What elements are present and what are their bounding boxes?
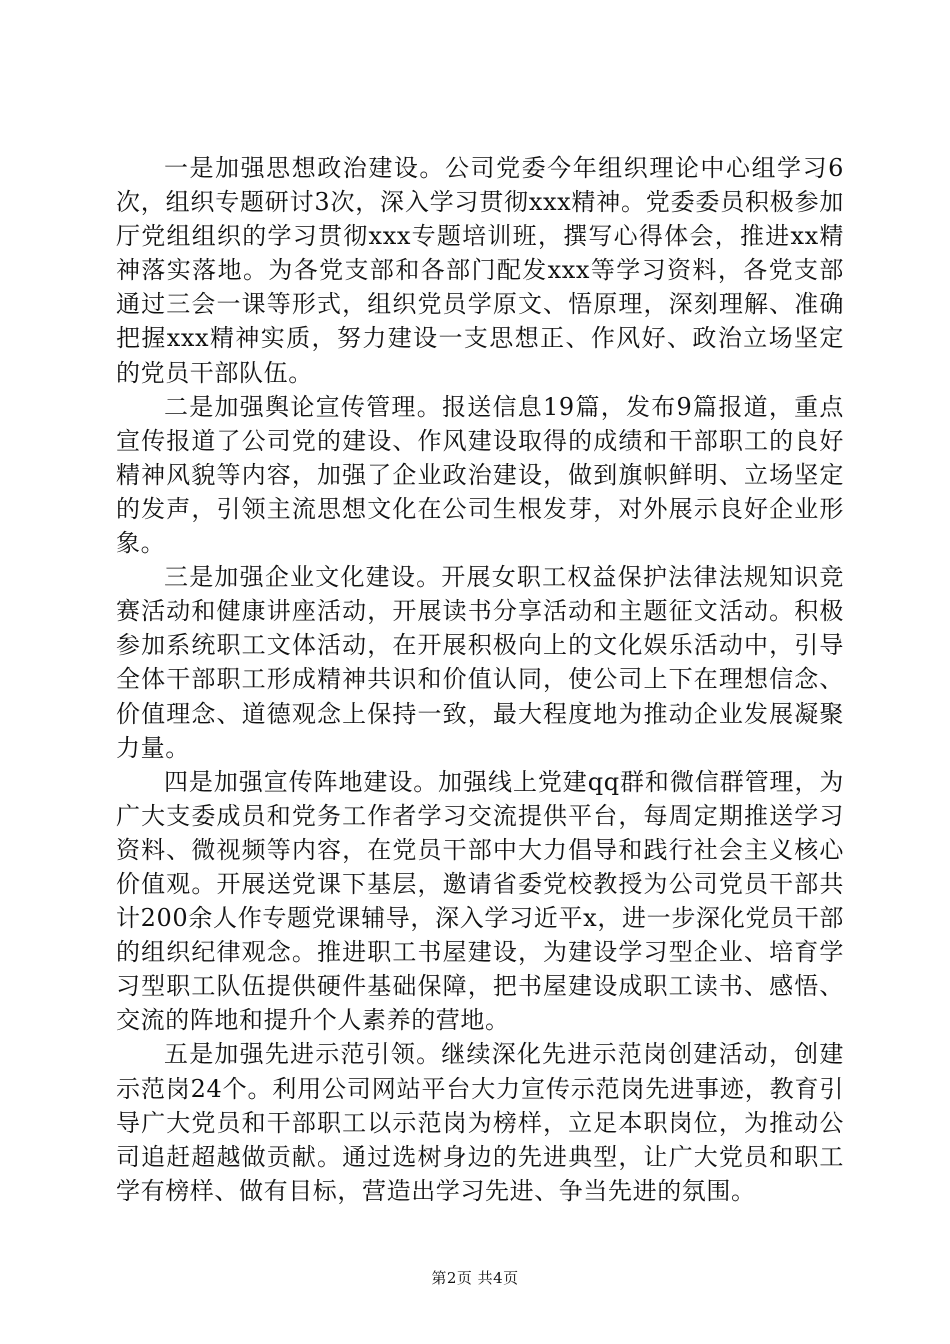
paragraph-position: 四是加强宣传阵地建设。加强线上党建qq群和微信群管理，为广大支委成员和党务工作者学习交流提供平台，每周定期推送学习资料、微视频等内容，在党员干部中大力倡导和践行社会主义核心价值观。开展送党课下基层，邀请省委党校教授为公司党员干部共计200余人作专题党课辅导，深入学习近平x，进一步深化党员干部的组织纪律观念。推进职工书屋建设，为建设学习型企业、培育学习型职工队伍提供硬件基础保障，把书屋建设成职工读书、感悟、交流的阵地和提升个人素养的营地。 (116, 767, 844, 1035)
paragraph-ideology: 一是加强思想政治建设。公司党委今年组织理论中心组学习6次，组织专题研讨3次，深入学习贯彻xxx精神。党委委员积极参加厅党组组织的学习贯彻xxx专题培训班，撰写心得体会，推进xx精神落实落地。为各党支部和各部门配发xxx等学习资料，各党支部通过三会一课等形式，组织党员学原文、悟原理，深刻理解、准确把握xxx精神实质，努力建设一支思想正、作风好、政治立场坚定的党员干部队伍。 (116, 154, 844, 387)
page-number-footer: 第2页 共4页 (431, 1269, 519, 1287)
document-body (116, 151, 844, 1208)
paragraph-publicity: 二是加强舆论宣传管理。报送信息19篇，发布9篇报道，重点宣传报道了公司党的建设、作风建设取得的成绩和干部职工的良好精神风貌等内容，加强了企业政治建设，做到旗帜鲜明、立场坚定的发声，引领主流思想文化在公司生根发芽，对外展示良好企业形象。 (116, 392, 844, 558)
paragraph-model: 五是加强先进示范引领。继续深化先进示范岗创建活动，创建示范岗24个。利用公司网站平台大力宣传示范岗先进事迹，教育引导广大党员和干部职工以示范岗为榜样，立足本职岗位，为推动公司追赶超越做贡献。通过选树身边的先进典型，让广大党员和职工学有榜样、做有目标，营造出学习先进、争当先进的氛围。 (116, 1040, 844, 1205)
paragraph-culture: 三是加强企业文化建设。开展女职工权益保护法律法规知识竞赛活动和健康讲座活动，开展读书分享活动和主题征文活动。积极参加系统职工文体活动，在开展积极向上的文化娱乐活动中，引导全体干部职工形成精神共识和价值认同，使公司上下在理想信念、价值理念、道德观念上保持一致，最大程度地为推动企业发展凝聚力量。 (116, 563, 844, 762)
